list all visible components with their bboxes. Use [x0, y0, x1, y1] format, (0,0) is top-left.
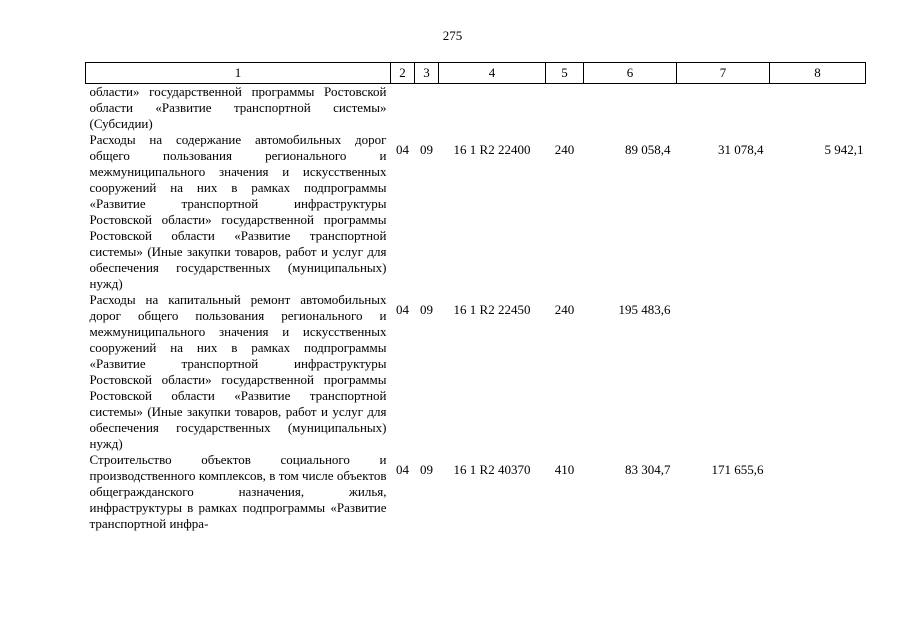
- row-expense-type: 240: [554, 142, 575, 157]
- page-number: 275: [442, 28, 463, 43]
- row-expense-type: 410: [554, 462, 575, 477]
- column-header-8: 8: [770, 63, 866, 84]
- row-amount-col7: 31 078,4: [718, 142, 764, 157]
- row-subsection: [415, 84, 439, 133]
- row-section: [391, 84, 415, 133]
- row-description: Строительство объектов социального и производственного комплексов, в том числе объектов общегражданского назначения, жилья, инфраструктуры в рамках подпрограммы «Развитие транспортной инфра-: [89, 452, 387, 531]
- row-subsection: 09: [420, 302, 433, 317]
- row-amount-col8: [770, 84, 866, 133]
- row-section: 04: [396, 462, 409, 477]
- row-amount-col6: 83 304,7: [625, 462, 671, 477]
- column-header-1: 1: [86, 63, 391, 84]
- row-amount-col6: 195 483,6: [618, 302, 671, 317]
- table-row: [86, 292, 866, 452]
- row-amount-col8: 5 942,1: [824, 142, 864, 157]
- row-section: 04: [396, 142, 409, 157]
- row-subsection: 09: [420, 142, 433, 157]
- column-header-4: 4: [439, 63, 546, 84]
- column-header-3: 3: [415, 63, 439, 84]
- column-header-2: 2: [391, 63, 415, 84]
- table-row: [86, 132, 866, 292]
- row-description: Расходы на капитальный ремонт автомобильных дорог общего пользования регионального и межмуниципального значения и искусственных сооружений на них в рамках подпрограммы «Развитие транспортной инфраструктуры Ростовской области» государственной программы Ростовской области «Развитие транспортной системы» (Иные закупки товаров, работ и услуг для обеспечения государственных (муниципальных) нужд): [89, 292, 387, 451]
- row-target-article: 16 1 R2 22450: [453, 302, 531, 317]
- row-section: 04: [396, 302, 409, 317]
- column-header-7: 7: [677, 63, 770, 84]
- row-amount-col6: [584, 84, 677, 133]
- row-amount-col8: [770, 452, 866, 532]
- column-header-6: 6: [584, 63, 677, 84]
- row-description: Расходы на содержание автомобильных дорог общего пользования регионального и межмуниципального значения и искусственных сооружений на них в рамках подпрограммы «Развитие транспортной инфраструктуры Ростовской области» государственной программы Ростовской области «Развитие транспортной системы» (Иные закупки товаров, работ и услуг для обеспечения государственных (муниципальных) нужд): [89, 132, 387, 291]
- row-amount-col6: 89 058,4: [625, 142, 671, 157]
- table-row: [86, 452, 866, 532]
- row-amount-col8: [770, 292, 866, 452]
- row-amount-col7: [677, 292, 770, 452]
- row-target-article: 16 1 R2 22400: [453, 142, 531, 157]
- table-row: [86, 84, 866, 133]
- row-amount-col7: [677, 84, 770, 133]
- row-target-article: [439, 84, 546, 133]
- column-header-5: 5: [546, 63, 584, 84]
- row-expense-type: 240: [554, 302, 575, 317]
- row-amount-col7: 171 655,6: [711, 462, 764, 477]
- budget-table: [85, 62, 866, 532]
- row-subsection: 09: [420, 462, 433, 477]
- table-header-row: [86, 63, 866, 84]
- row-description: области» государственной программы Ростовской области «Развитие транспортной системы» (Субсидии): [89, 84, 387, 131]
- row-target-article: 16 1 R2 40370: [453, 462, 531, 477]
- row-expense-type: [546, 84, 584, 133]
